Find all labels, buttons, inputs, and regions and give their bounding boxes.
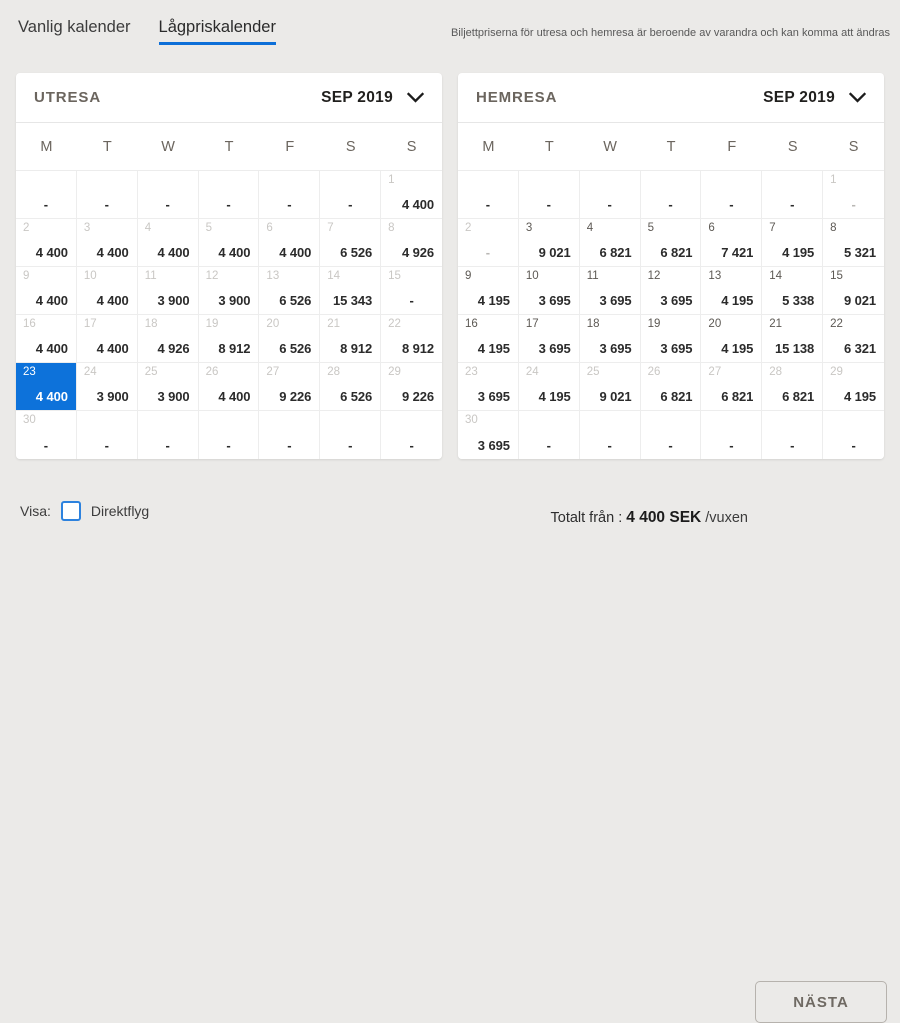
calendar-day-cell[interactable] — [138, 219, 199, 267]
day-number: 18 — [144, 318, 158, 330]
weekday-label: M — [40, 138, 53, 155]
outbound-calendar-card — [16, 73, 442, 459]
calendar-day-cell[interactable] — [701, 315, 762, 363]
calendar-day-cell[interactable] — [16, 315, 77, 363]
day-number: 4 — [586, 222, 594, 234]
day-number: 12 — [647, 270, 661, 282]
day-number: 19 — [205, 318, 219, 330]
day-price-unavailable: - — [226, 438, 231, 453]
day-price-unavailable: - — [607, 197, 612, 212]
calendar-day-cell[interactable] — [823, 315, 884, 363]
day-number: 30 — [465, 414, 478, 426]
day-price: 6 321 — [843, 341, 876, 356]
outbound-month-label: SEP 2019 — [321, 88, 393, 106]
weekday-label: W — [603, 138, 617, 155]
total-price — [551, 509, 749, 527]
calendar-day-cell[interactable] — [641, 315, 702, 363]
calendar-day-cell[interactable] — [519, 219, 580, 267]
day-number: 19 — [647, 318, 661, 330]
calendar-day-cell[interactable] — [458, 411, 519, 459]
day-price: 4 926 — [157, 341, 190, 356]
calendar-day-cell[interactable] — [580, 315, 641, 363]
day-price-unavailable: - — [287, 197, 292, 212]
day-number: 7 — [769, 222, 776, 234]
calendar-cell-empty — [138, 411, 199, 459]
day-number: 9 — [23, 270, 30, 282]
calendar-day-cell[interactable] — [259, 363, 320, 411]
inbound-month-label: SEP 2019 — [763, 88, 835, 106]
day-number: 22 — [830, 318, 843, 330]
day-number: 11 — [586, 270, 599, 282]
day-number: 5 — [647, 222, 654, 234]
day-number: 22 — [388, 318, 401, 330]
day-price: 3 695 — [538, 293, 571, 308]
calendar-day-cell[interactable] — [823, 171, 884, 219]
top-bar — [0, 0, 900, 62]
day-price-unavailable: - — [104, 197, 109, 212]
calendar-day-cell[interactable] — [381, 171, 442, 219]
calendar-day-cell[interactable] — [259, 315, 320, 363]
day-price: 6 526 — [340, 389, 373, 404]
calendar-cell-empty — [77, 411, 138, 459]
day-price-unavailable: - — [790, 197, 795, 212]
day-price: 8 912 — [340, 341, 373, 356]
day-price: 3 695 — [660, 341, 693, 356]
weekday-label: M — [482, 138, 495, 155]
calendar-cell-empty — [580, 171, 641, 219]
day-price: 6 821 — [782, 389, 815, 404]
day-price: 5 321 — [843, 245, 876, 260]
day-number: 8 — [830, 222, 837, 234]
day-price: 9 226 — [279, 389, 312, 404]
day-price: 4 195 — [477, 293, 510, 308]
day-number: 5 — [205, 222, 212, 234]
day-number: 21 — [327, 318, 341, 330]
day-price-unavailable: - — [851, 197, 856, 212]
calendar-day-cell[interactable] — [823, 267, 884, 315]
calendar-cell-empty — [701, 411, 762, 459]
day-price-unavailable: - — [485, 245, 491, 260]
day-price: 9 021 — [843, 293, 876, 308]
calendar-cell-empty — [259, 171, 320, 219]
day-number: 26 — [647, 366, 661, 378]
calendar-cell-empty — [762, 171, 823, 219]
day-price-unavailable: - — [546, 197, 551, 212]
calendar-day-cell[interactable] — [519, 315, 580, 363]
day-price: 3 695 — [599, 341, 632, 356]
day-price: 4 400 — [96, 245, 129, 260]
day-number: 29 — [388, 366, 401, 378]
chevron-down-icon — [407, 92, 424, 103]
day-price-unavailable: - — [668, 197, 673, 212]
calendar-cell-empty — [199, 411, 260, 459]
calendar-day-cell[interactable] — [823, 219, 884, 267]
calendar-day-cell[interactable] — [762, 219, 823, 267]
direct-flight-checkbox[interactable] — [61, 501, 81, 521]
day-number: 14 — [769, 270, 783, 282]
day-number: 2 — [23, 222, 30, 234]
calendar-day-cell[interactable] — [259, 267, 320, 315]
day-price: 3 900 — [218, 293, 251, 308]
day-number: 16 — [23, 318, 36, 330]
calendar-cell-empty — [519, 171, 580, 219]
weekday-label: S — [848, 138, 859, 155]
calendar-day-cell[interactable] — [701, 363, 762, 411]
outbound-calendar-header — [16, 73, 442, 123]
day-price-unavailable: - — [348, 197, 353, 212]
day-price: 6 821 — [660, 389, 693, 404]
calendar-day-cell[interactable] — [519, 267, 580, 315]
weekday-label: T — [102, 138, 112, 155]
calendar-cell-empty — [823, 411, 884, 459]
day-price-unavailable: - — [165, 197, 170, 212]
calendar-day-cell[interactable] — [701, 267, 762, 315]
calendar-day-cell[interactable] — [199, 315, 260, 363]
day-price-unavailable: - — [409, 293, 414, 308]
calendar-cell-empty — [320, 411, 381, 459]
day-number: 30 — [23, 414, 36, 426]
day-number: 8 — [388, 222, 395, 234]
day-price-unavailable: - — [348, 438, 353, 453]
calendar-day-cell[interactable] — [458, 315, 519, 363]
day-price-unavailable: - — [729, 197, 734, 212]
day-price: 4 400 — [401, 197, 434, 212]
calendar-day-cell[interactable] — [701, 219, 762, 267]
day-price: 4 400 — [157, 245, 190, 260]
calendar-day-cell[interactable] — [580, 219, 641, 267]
day-number: 4 — [144, 222, 152, 234]
weekday-label: F — [285, 138, 295, 155]
day-price-unavailable: - — [287, 438, 292, 453]
day-number: 15 — [388, 270, 401, 282]
calendar-day-cell[interactable] — [381, 363, 442, 411]
day-price: 3 695 — [599, 293, 632, 308]
day-number: 24 — [83, 366, 97, 378]
day-price: 4 195 — [843, 389, 876, 404]
next-button[interactable] — [755, 981, 887, 1023]
calendar-cell-empty — [77, 171, 138, 219]
calendar-day-cell[interactable] — [77, 219, 138, 267]
day-number: 6 — [708, 222, 715, 234]
day-number: 28 — [769, 366, 783, 378]
weekday-label: S — [345, 138, 356, 155]
inbound-month-selector[interactable] — [763, 89, 866, 107]
day-number: 18 — [586, 318, 600, 330]
day-price-unavailable: - — [607, 438, 612, 453]
calendar-cell-empty — [519, 411, 580, 459]
day-price: 4 195 — [477, 341, 510, 356]
day-number: 21 — [769, 318, 783, 330]
day-price: 4 400 — [35, 341, 68, 356]
calendar-day-cell[interactable] — [320, 219, 381, 267]
footer-bar — [0, 487, 900, 1011]
calendar-mode-tabs — [0, 17, 276, 45]
calendar-day-cell[interactable] — [641, 363, 702, 411]
calendar-cell-empty — [641, 171, 702, 219]
calendar-day-cell[interactable] — [199, 219, 260, 267]
calendar-day-cell[interactable] — [138, 267, 199, 315]
day-number: 11 — [144, 270, 157, 282]
day-price: 3 900 — [157, 389, 190, 404]
tab-vanlig-kalender[interactable] — [18, 17, 131, 45]
day-number: 29 — [830, 366, 843, 378]
inbound-day-grid — [458, 171, 884, 459]
calendar-day-cell[interactable] — [458, 267, 519, 315]
day-price: 4 400 — [35, 293, 68, 308]
day-number: 13 — [708, 270, 722, 282]
day-price: 6 526 — [279, 293, 312, 308]
weekday-label: T — [224, 138, 234, 155]
calendar-day-cell[interactable] — [16, 267, 77, 315]
calendar-day-cell[interactable] — [16, 363, 77, 411]
day-price: 4 195 — [538, 389, 571, 404]
day-number: 17 — [525, 318, 539, 330]
day-number: 14 — [327, 270, 341, 282]
day-price: 3 695 — [660, 293, 693, 308]
day-price: 3 695 — [538, 341, 571, 356]
day-number: 10 — [83, 270, 97, 282]
calendar-cell-empty — [580, 411, 641, 459]
day-number: 7 — [327, 222, 334, 234]
calendars-container — [16, 73, 884, 459]
weekday-label: S — [406, 138, 417, 155]
calendar-day-cell[interactable] — [77, 267, 138, 315]
day-price: 5 338 — [782, 293, 815, 308]
day-price-unavailable: - — [851, 438, 856, 453]
calendar-day-cell[interactable] — [138, 315, 199, 363]
weekday-label: T — [544, 138, 554, 155]
calendar-day-cell[interactable] — [320, 315, 381, 363]
day-price-unavailable: - — [546, 438, 551, 453]
calendar-day-cell[interactable] — [458, 363, 519, 411]
day-price: 4 195 — [782, 245, 815, 260]
day-price: 4 400 — [35, 245, 68, 260]
visa-label: Visa: — [20, 503, 51, 519]
calendar-cell-empty — [701, 171, 762, 219]
calendar-day-cell[interactable] — [762, 363, 823, 411]
day-price: 9 021 — [538, 245, 571, 260]
calendar-day-cell[interactable] — [77, 315, 138, 363]
calendar-cell-empty — [199, 171, 260, 219]
day-number: 15 — [830, 270, 843, 282]
day-number: 1 — [388, 174, 395, 186]
calendar-day-cell[interactable] — [762, 267, 823, 315]
tab-lagpriskalender[interactable] — [159, 17, 276, 45]
day-price: 3 900 — [157, 293, 190, 308]
day-number: 26 — [205, 366, 219, 378]
day-price: 4 400 — [218, 389, 251, 404]
calendar-day-cell[interactable] — [16, 411, 77, 459]
inbound-calendar-header — [458, 73, 884, 123]
calendar-day-cell[interactable] — [199, 267, 260, 315]
day-price: 4 400 — [279, 245, 312, 260]
day-number: 13 — [266, 270, 280, 282]
inbound-calendar-card — [458, 73, 884, 459]
chevron-down-icon — [849, 92, 866, 103]
price-disclaimer: Biljettpriserna för utresa och hemresa är beroende av varandra och kan komma att ändras — [450, 27, 890, 39]
day-number: 27 — [266, 366, 280, 378]
day-price: 3 900 — [96, 389, 129, 404]
day-price: 4 195 — [721, 293, 754, 308]
direct-flight-label: Direktflyg — [90, 503, 150, 519]
day-price-unavailable: - — [409, 438, 414, 453]
calendar-cell-empty — [320, 171, 381, 219]
day-price-unavailable: - — [485, 197, 491, 212]
day-price: 3 695 — [477, 438, 510, 453]
calendar-day-cell[interactable] — [320, 363, 381, 411]
day-number: 20 — [266, 318, 280, 330]
day-price: 4 400 — [96, 341, 129, 356]
day-number: 24 — [525, 366, 539, 378]
day-price: 9 226 — [401, 389, 434, 404]
calendar-cell-empty — [259, 411, 320, 459]
day-number: 2 — [465, 222, 472, 234]
day-number: 16 — [465, 318, 478, 330]
day-number: 28 — [327, 366, 341, 378]
outbound-day-grid — [16, 171, 442, 459]
day-price: 4 400 — [35, 389, 68, 404]
calendar-day-cell[interactable] — [199, 363, 260, 411]
calendar-day-cell[interactable] — [259, 219, 320, 267]
day-number: 12 — [205, 270, 219, 282]
day-number: 27 — [708, 366, 722, 378]
day-price-unavailable: - — [729, 438, 734, 453]
weekday-label: T — [666, 138, 676, 155]
day-number: 1 — [830, 174, 837, 186]
day-number: 25 — [144, 366, 158, 378]
day-price: 6 526 — [279, 341, 312, 356]
day-number: 3 — [83, 222, 91, 234]
calendar-cell-empty — [381, 411, 442, 459]
calendar-day-cell[interactable] — [77, 363, 138, 411]
outbound-title: UTRESA — [34, 89, 102, 106]
calendar-day-cell[interactable] — [519, 363, 580, 411]
calendar-day-cell[interactable] — [381, 315, 442, 363]
weekday-label: W — [161, 138, 175, 155]
calendar-day-cell[interactable] — [381, 219, 442, 267]
day-price: 4 926 — [401, 245, 434, 260]
tab-lagpriskalender-label: Lågpriskalender — [158, 18, 276, 36]
day-price: 8 912 — [401, 341, 434, 356]
day-price: 15 343 — [332, 293, 373, 308]
total-amount: 4 400 SEK — [626, 509, 702, 526]
day-price-unavailable: - — [668, 438, 673, 453]
day-price-unavailable: - — [43, 197, 49, 212]
day-price: 6 526 — [340, 245, 373, 260]
day-price: 4 400 — [218, 245, 251, 260]
inbound-title: HEMRESA — [476, 89, 558, 106]
day-price-unavailable: - — [790, 438, 795, 453]
calendar-day-cell[interactable] — [580, 267, 641, 315]
day-price: 6 821 — [660, 245, 693, 260]
weekday-label: S — [787, 138, 798, 155]
day-price: 4 400 — [96, 293, 129, 308]
outbound-weekday-header — [16, 123, 442, 171]
day-price: 3 695 — [477, 389, 510, 404]
day-number: 23 — [23, 366, 36, 378]
calendar-cell-empty — [641, 411, 702, 459]
calendar-day-cell[interactable] — [16, 219, 77, 267]
weekday-label: F — [727, 138, 737, 155]
total-per-adult: /vuxen — [705, 510, 748, 526]
calendar-cell-empty — [458, 171, 519, 219]
day-price: 15 138 — [774, 341, 815, 356]
calendar-day-cell[interactable] — [823, 363, 884, 411]
day-number: 9 — [465, 270, 472, 282]
day-number: 10 — [525, 270, 539, 282]
day-price: 6 821 — [599, 245, 632, 260]
day-price: 7 421 — [721, 245, 754, 260]
inbound-weekday-header — [458, 123, 884, 171]
day-number: 6 — [266, 222, 273, 234]
calendar-cell-empty — [138, 171, 199, 219]
calendar-day-cell[interactable] — [580, 363, 641, 411]
calendar-day-cell[interactable] — [762, 315, 823, 363]
calendar-day-cell[interactable] — [138, 363, 199, 411]
day-price: 4 195 — [721, 341, 754, 356]
calendar-day-cell[interactable] — [641, 267, 702, 315]
calendar-day-cell[interactable] — [381, 267, 442, 315]
calendar-day-cell[interactable] — [458, 219, 519, 267]
day-number: 20 — [708, 318, 722, 330]
outbound-month-selector[interactable] — [321, 89, 424, 107]
day-price-unavailable: - — [104, 438, 109, 453]
calendar-day-cell[interactable] — [641, 219, 702, 267]
day-number: 17 — [83, 318, 97, 330]
calendar-cell-empty — [16, 171, 77, 219]
calendar-cell-empty — [762, 411, 823, 459]
day-price-unavailable: - — [165, 438, 170, 453]
day-price-unavailable: - — [226, 197, 231, 212]
next-button-label: NÄSTA — [793, 993, 849, 1011]
filter-group — [20, 501, 149, 521]
day-number: 3 — [525, 222, 533, 234]
day-price: 8 912 — [218, 341, 251, 356]
day-price-unavailable: - — [43, 438, 49, 453]
total-prefix: Totalt från : — [550, 510, 623, 526]
tab-vanlig-kalender-label: Vanlig kalender — [18, 18, 131, 36]
day-number: 23 — [465, 366, 478, 378]
calendar-day-cell[interactable] — [320, 267, 381, 315]
day-number: 25 — [586, 366, 600, 378]
day-price: 9 021 — [599, 389, 632, 404]
day-price: 6 821 — [721, 389, 754, 404]
